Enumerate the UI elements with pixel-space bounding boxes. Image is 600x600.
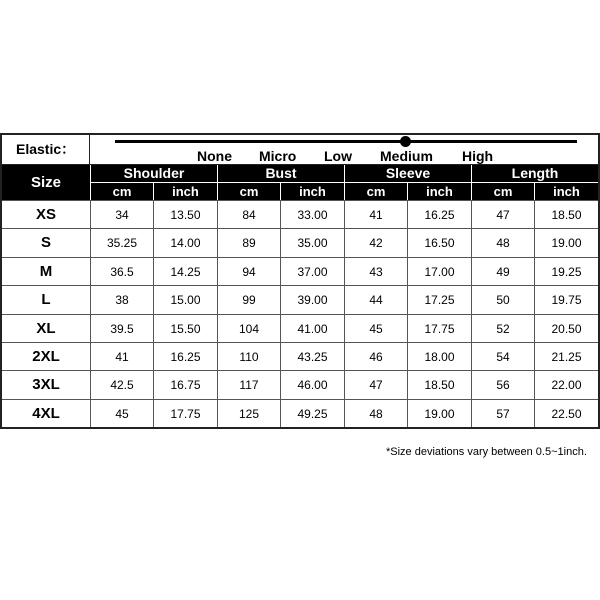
column-divider — [407, 200, 408, 427]
unit-header-inch: inch — [535, 183, 598, 200]
elastic-option-low: Low — [324, 148, 352, 164]
unit-header-inch: inch — [408, 183, 471, 200]
size-cell: 3XL — [32, 376, 60, 394]
measurement-cell: 50 — [496, 293, 510, 308]
size-cell: L — [41, 291, 51, 309]
unit-header-cm: cm — [345, 183, 407, 200]
measurement-cell: 45 — [115, 406, 129, 421]
measurement-cell: 18.00 — [424, 350, 455, 364]
measurement-cell: 46.00 — [297, 378, 328, 393]
measurement-cell: 37.00 — [297, 264, 328, 279]
measurement-cell: 36.5 — [110, 264, 134, 279]
measurement-cell: 38 — [115, 293, 129, 308]
measurement-cell: 117 — [239, 378, 259, 393]
measurement-cell: 35.25 — [106, 236, 138, 251]
column-divider — [90, 200, 91, 427]
elastic-option-none: None — [197, 148, 232, 164]
table-row — [2, 257, 598, 285]
unit-header-inch: inch — [154, 183, 217, 200]
measurement-cell: 48 — [369, 406, 383, 421]
measurement-cell: 19.25 — [551, 264, 582, 279]
unit-header-cm: cm — [472, 183, 534, 200]
measurement-cell: 44 — [369, 293, 383, 308]
measurement-cell: 41 — [369, 208, 383, 222]
measurement-cell: 48 — [496, 236, 510, 251]
measurement-cell: 16.25 — [170, 350, 201, 364]
size-chart-table — [0, 133, 600, 429]
column-divider — [534, 200, 535, 427]
measurement-cell: 84 — [242, 208, 256, 222]
shoulder-header: Shoulder — [91, 165, 217, 182]
measurement-cell: 54 — [496, 350, 510, 364]
header-divider — [407, 183, 408, 200]
header-divider — [153, 183, 154, 200]
measurement-cell: 16.75 — [170, 378, 201, 393]
column-divider — [344, 200, 345, 427]
size-cell: 4XL — [32, 404, 60, 422]
unit-header-cm: cm — [218, 183, 280, 200]
measurement-cell: 125 — [238, 406, 260, 421]
elastic-option-medium: Medium — [380, 148, 433, 164]
measurement-cell: 110 — [239, 350, 259, 364]
table-row — [2, 285, 598, 313]
column-divider — [471, 200, 472, 427]
elastic-scale-row — [2, 135, 598, 165]
measurement-cell: 17.25 — [424, 293, 455, 308]
bust-header: Bust — [218, 165, 344, 182]
elastic-option-micro: Micro — [259, 148, 297, 164]
measurement-cell: 17.75 — [170, 406, 201, 421]
measurement-cell: 39.5 — [110, 321, 134, 336]
measurement-cell: 49 — [496, 264, 510, 279]
size-cell: 2XL — [32, 348, 60, 365]
measurement-cell: 56 — [496, 378, 510, 393]
measurement-cell: 18.50 — [551, 208, 582, 222]
length-header: Length — [472, 165, 598, 182]
size-deviation-note: *Size deviations vary between 0.5~1inch. — [386, 446, 587, 458]
measurement-cell: 41 — [115, 350, 129, 364]
column-divider — [153, 200, 154, 427]
measurement-cell: 20.50 — [551, 321, 582, 336]
measurement-cell: 14.25 — [170, 264, 201, 279]
elastic-scale-line — [115, 140, 577, 143]
measurement-cell: 99 — [242, 293, 256, 308]
measurement-cell: 19.00 — [424, 406, 455, 421]
table-row — [2, 228, 598, 256]
measurement-cell: 42.5 — [110, 378, 134, 393]
size-cell: XS — [35, 206, 56, 223]
measurement-cell: 42 — [369, 236, 383, 251]
measurement-cell: 17.00 — [424, 264, 455, 279]
measurement-cell: 49.25 — [297, 406, 328, 421]
measurement-cell: 43 — [369, 264, 383, 279]
measurement-cell: 43.25 — [297, 350, 328, 364]
elastic-option-high: High — [462, 148, 494, 164]
column-divider — [280, 200, 281, 427]
measurement-cell: 104 — [238, 321, 260, 336]
measurement-cell: 89 — [242, 236, 256, 251]
table-row — [2, 314, 598, 342]
unit-header-inch: inch — [281, 183, 344, 200]
measurement-cell: 33.00 — [297, 208, 328, 222]
table-row — [2, 342, 598, 370]
measurement-cell: 22.00 — [551, 378, 582, 393]
unit-header-cm: cm — [91, 183, 153, 200]
sleeve-header: Sleeve — [345, 165, 471, 182]
measurement-cell: 15.00 — [170, 293, 201, 308]
measurement-cell: 15.50 — [170, 321, 201, 336]
measurement-cell: 19.00 — [551, 236, 582, 251]
table-row — [2, 370, 598, 398]
measurement-cell: 57 — [496, 406, 510, 421]
measurement-cell: 39.00 — [297, 293, 328, 308]
measurement-cell: 22.50 — [551, 406, 582, 421]
column-divider — [217, 200, 218, 427]
elastic-label: Elastic： — [2, 135, 90, 164]
measurement-cell: 41.00 — [297, 321, 328, 336]
size-cell: XL — [36, 319, 56, 337]
size-cell: M — [39, 262, 53, 280]
measurement-cell: 18.50 — [424, 378, 455, 393]
measurement-cell: 47 — [369, 378, 383, 393]
size-column-header: Size — [2, 165, 90, 200]
measurement-cell: 21.25 — [551, 350, 582, 364]
elastic-scale-marker — [400, 136, 411, 147]
measurement-cell: 46 — [369, 350, 383, 364]
measurement-cell: 47 — [496, 208, 510, 222]
measurement-cell: 16.50 — [424, 236, 455, 251]
measurement-cell: 13.50 — [170, 208, 201, 222]
measurement-cell: 17.75 — [424, 321, 455, 336]
table-row — [2, 200, 598, 228]
measurement-cell: 94 — [242, 264, 256, 279]
header-divider — [534, 183, 535, 200]
table-row — [2, 399, 598, 427]
measurement-cell: 52 — [496, 321, 510, 336]
measurement-cell: 34 — [115, 208, 129, 222]
measurement-cell: 14.00 — [170, 236, 201, 251]
measurement-cell: 35.00 — [297, 236, 328, 251]
measurement-cell: 16.25 — [424, 208, 455, 222]
header-divider — [91, 182, 598, 183]
header-divider — [280, 183, 281, 200]
measurement-cell: 45 — [369, 321, 383, 336]
size-cell: S — [40, 234, 51, 252]
measurement-cell: 19.75 — [551, 293, 582, 308]
